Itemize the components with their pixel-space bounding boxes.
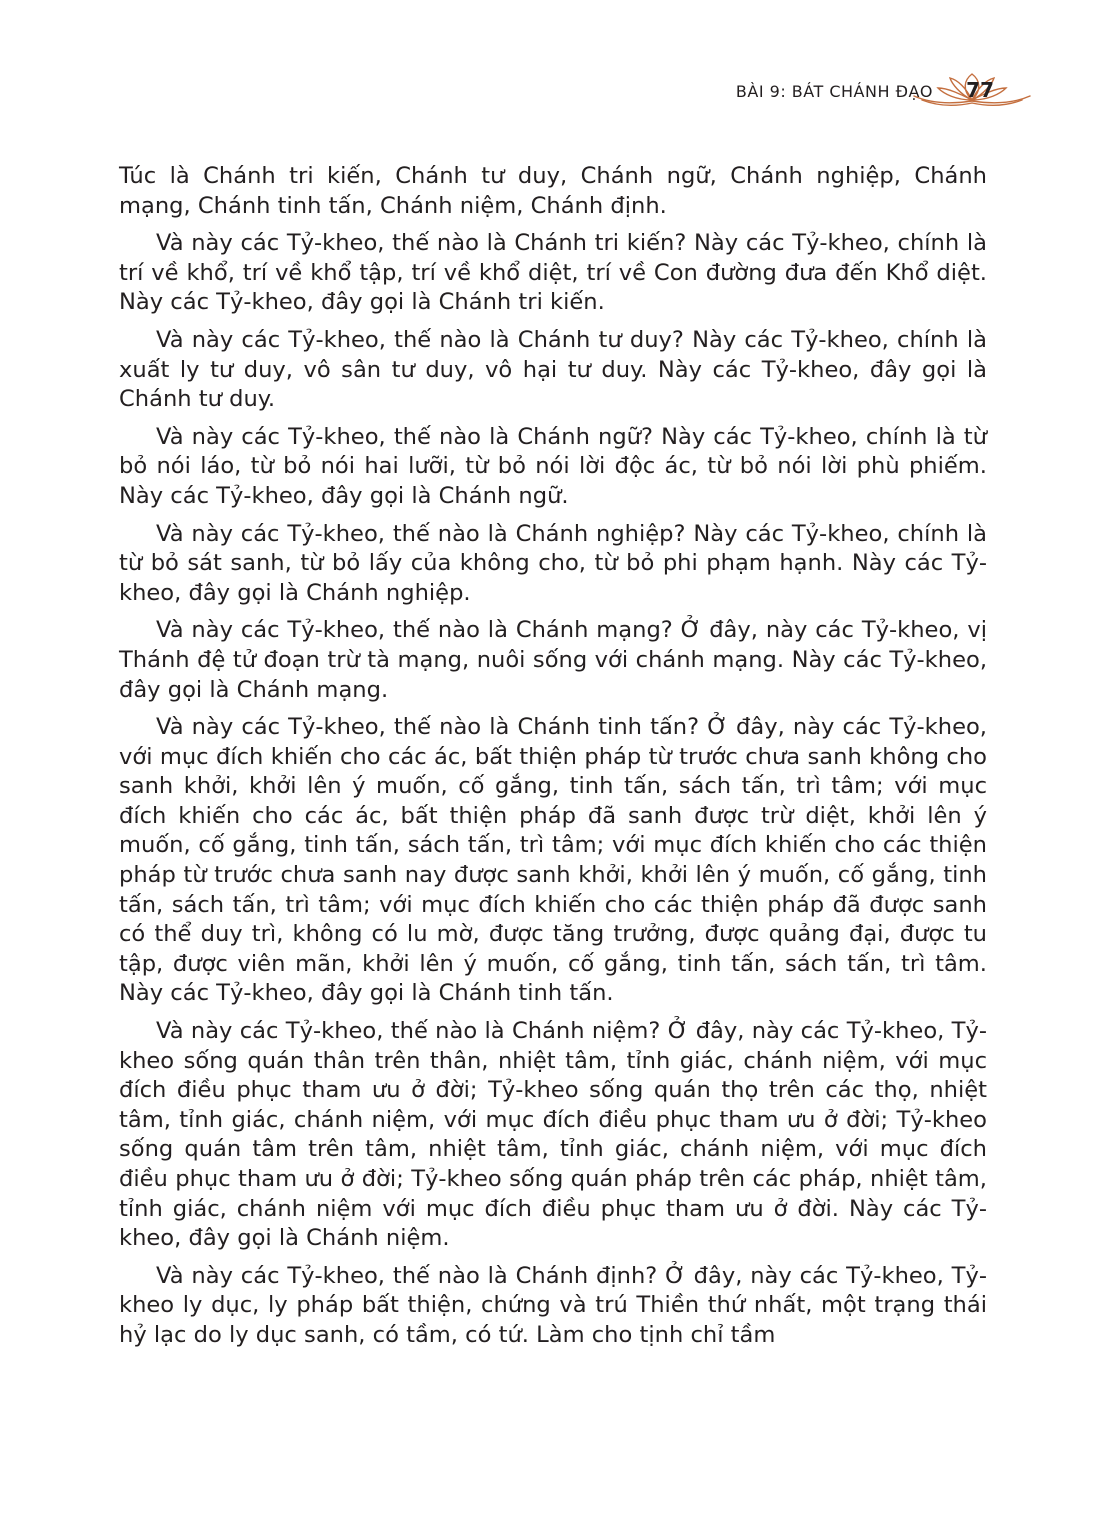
paragraph-intro: Túc là Chánh tri kiến, Chánh tư duy, Chánh ngữ, Chánh nghiệp, Chánh mạng, Chánh tinh tấn, Chánh niệm, Chánh định. xyxy=(119,163,987,219)
paragraph-right-thought: Và này các Tỷ-kheo, thế nào là Chánh tư duy? Này các Tỷ-kheo, chính là xuất ly tư duy, vô sân tư duy, vô hại tư duy. Này các Tỷ-kheo, đây gọi là Chánh tư duy. xyxy=(119,326,987,413)
paragraph-right-mindfulness: Và này các Tỷ-kheo, thế nào là Chánh niệm? Ở đây, này các Tỷ-kheo, Tỷ-kheo sống quán thân trên thân, nhiệt tâm, tỉnh giác, chánh niệm, với mục đích điều phục tham ưu ở đời; Tỷ-kheo sống quán thọ trên các thọ, nhiệt tâm, tỉnh giác, chánh niệm, với mục đích điều phục tham ưu ở đời; Tỷ-kheo sống quán tâm trên tâm, nhiệt tâm, tỉnh giác, chánh niệm, với mục đích điều phục tham ưu ở đời; Tỷ-kheo sống quán pháp trên các pháp, nhiệt tâm, tỉnh giác, chánh niệm với mục đích điều phục tham ưu ở đời. Này các Tỷ-kheo, đây gọi là Chánh niệm. xyxy=(119,1018,987,1252)
paragraph-right-speech: Và này các Tỷ-kheo, thế nào là Chánh ngữ? Này các Tỷ-kheo, chính là từ bỏ nói láo, từ bỏ nói hai lưỡi, từ bỏ nói lời độc ác, từ bỏ nói lời phù phiếm. Này các Tỷ-kheo, đây gọi là Chánh ngữ. xyxy=(119,423,987,509)
paragraph-right-view: Và này các Tỷ-kheo, thế nào là Chánh tri kiến? Này các Tỷ-kheo, chính là trí về khổ, trí về khổ tập, trí về khổ diệt, trí về Con đường đưa đến Khổ diệt. Này các Tỷ-kheo, đây gọi là Chánh tri kiến. xyxy=(119,230,987,316)
chapter-title: BÀI 9: BÁT CHÁNH ĐẠO xyxy=(735,82,933,101)
page-header xyxy=(700,70,1060,118)
paragraph-right-livelihood: Và này các Tỷ-kheo, thế nào là Chánh mạng? Ở đây, này các Tỷ-kheo, vị Thánh đệ tử đoạn trừ tà mạng, nuôi sống với chánh mạng. Này các Tỷ-kheo, đây gọi là Chánh mạng. xyxy=(119,617,987,703)
page-number: 77 xyxy=(966,78,994,102)
paragraph-right-concentration: Và này các Tỷ-kheo, thế nào là Chánh định? Ở đây, này các Tỷ-kheo, Tỷ-kheo ly dục, ly pháp bất thiện, chứng và trú Thiền thứ nhất, một trạng thái hỷ lạc do ly dục sanh, có tầm, có tứ. Làm cho tịnh chỉ tầm xyxy=(119,1262,987,1348)
paragraph-right-action: Và này các Tỷ-kheo, thế nào là Chánh nghiệp? Này các Tỷ-kheo, chính là từ bỏ sát sanh, từ bỏ lấy của không cho, từ bỏ phi phạm hạnh. Này các Tỷ-kheo, đây gọi là Chánh nghiệp. xyxy=(119,520,987,606)
body-text xyxy=(119,162,987,1359)
paragraph-right-effort: Và này các Tỷ-kheo, thế nào là Chánh tinh tấn? Ở đây, này các Tỷ-kheo, với mục đích khiến cho các ác, bất thiện pháp từ trước chưa sanh không cho sanh khởi, khởi lên ý muốn, cố gắng, tinh tấn, sách tấn, trì tâm; với mục đích khiến cho các ác, bất thiện pháp đã sanh được trừ diệt, khởi lên ý muốn, cố gắng, tinh tấn, sách tấn, trì tâm; với mục đích khiến cho các thiện pháp từ trước chưa sanh nay được sanh khởi, khởi lên ý muốn, cố gắng, tinh tấn, sách tấn, trì tâm; với mục đích khiến cho các thiện pháp đã được sanh có thể duy trì, không có lu mờ, được tăng trưởng, được quảng đại, được tu tập, được viên mãn, khởi lên ý muốn, cố gắng, tinh tấn, sách tấn, trì tâm. Này các Tỷ-kheo, đây gọi là Chánh tinh tấn. xyxy=(119,714,987,1007)
